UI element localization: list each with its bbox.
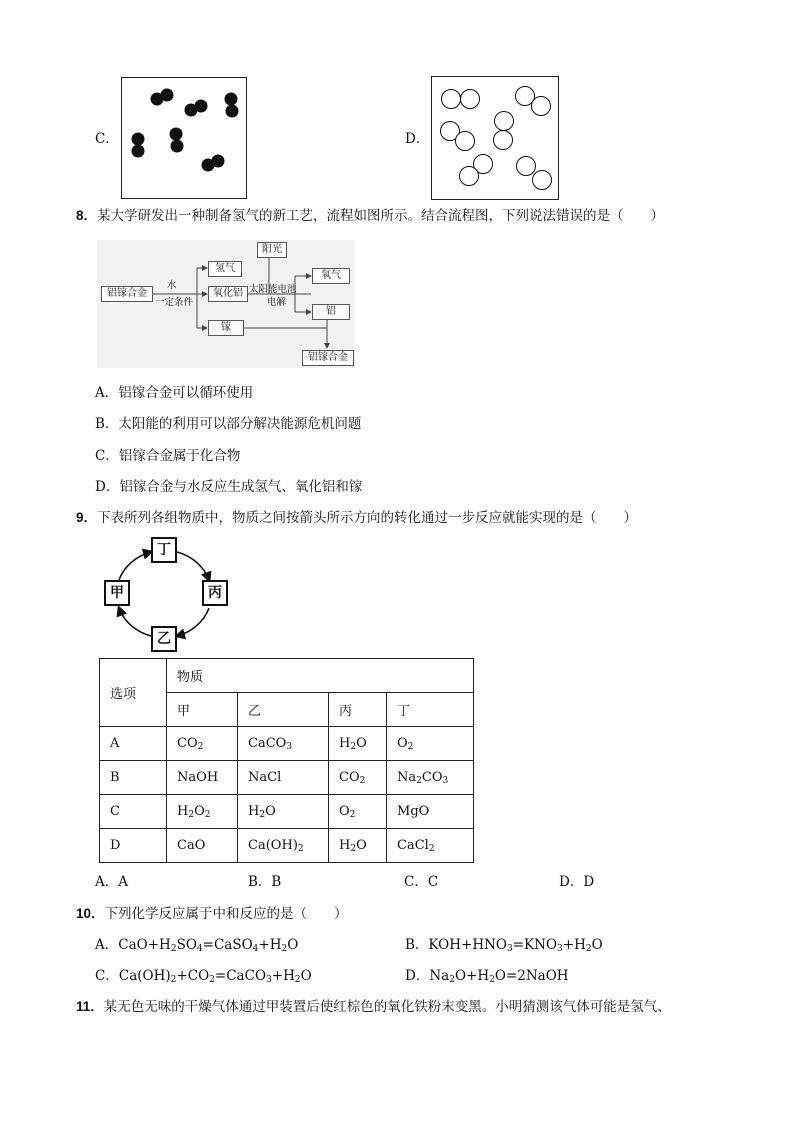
- flow-node-alloy-in: 铝镓合金: [101, 286, 153, 302]
- question-text: 某大学研发出一种制备氢气的新工艺，流程如图所示。结合流程图，下列说法错误的是（ ）: [97, 208, 665, 224]
- table-header-option: 选项: [100, 659, 167, 727]
- option-c-diagram: [121, 77, 247, 199]
- question-text: 下表所列各组物质中，物质之间按箭头所示方向的转化通过一步反应就能实现的是（ ）: [97, 510, 638, 526]
- flow-label-condition: 一定条件: [155, 297, 194, 308]
- option-d-label: D．: [405, 131, 430, 147]
- question-10-option-b: B．$KOH+HNO_3=KNO_3+H_2O$: [405, 937, 603, 954]
- question-8-option-c: C．铝镓合金属于化合物: [95, 448, 241, 464]
- flow-label-electrolysis: 电解: [267, 297, 287, 308]
- question-10-option-d: D．$Na_2O+H_2O=2NaOH$: [405, 968, 569, 985]
- question-9-answer-d: D．D: [559, 874, 595, 890]
- question-8-option-a: A．铝镓合金可以循环使用: [95, 385, 254, 401]
- table-cell: $Ca(OH)_2$: [238, 829, 329, 863]
- question-8-stem: [76, 207, 664, 225]
- question-number: 8．: [76, 208, 98, 223]
- particle-diagram-c: [122, 78, 246, 198]
- conversion-cycle-diagram: [103, 536, 227, 654]
- table-col-header: 乙: [238, 693, 329, 727]
- table-cell-option: B: [100, 761, 167, 795]
- table-cell: $H_2O$: [329, 727, 387, 761]
- flow-node-sunlight: 阳光: [257, 242, 287, 258]
- table-cell: $H_2O$: [329, 829, 387, 863]
- table-cell: CaCO$_3$: [238, 727, 329, 761]
- particle-diagram-d: [432, 77, 558, 199]
- table-cell: MgO: [387, 795, 474, 829]
- table-col-header: 甲: [167, 693, 238, 727]
- table-cell: $CO_2$: [167, 727, 238, 761]
- question-number: 9．: [76, 510, 98, 525]
- option-c-label: C．: [95, 131, 119, 147]
- option-d-diagram: [431, 76, 559, 200]
- table-cell-option: D: [100, 829, 167, 863]
- table-row: [100, 795, 474, 829]
- table-cell: $O_2$: [329, 795, 387, 829]
- substance-table: [99, 658, 474, 863]
- cycle-node-jia: 甲: [104, 580, 130, 606]
- flow-label-water: 水: [167, 280, 177, 291]
- question-10-option-a: A．$CaO+H_2SO_4=CaSO_4+H_2O$: [95, 937, 299, 954]
- flow-node-hydrogen: 氢气: [208, 261, 242, 277]
- table-cell-option: C: [100, 795, 167, 829]
- flow-node-aluminum: 铝: [312, 304, 350, 320]
- flow-label-solar-cell: 太阳能电池: [249, 284, 297, 295]
- process-flowchart: [97, 240, 355, 368]
- question-9-answer-a: A．A: [95, 874, 128, 890]
- question-number: 10．: [76, 906, 105, 921]
- table-col-header: 丁: [387, 693, 474, 727]
- table-cell: NaOH: [167, 761, 238, 795]
- question-10-stem: [76, 905, 348, 923]
- table-cell-option: A: [100, 727, 167, 761]
- table-cell: CaO: [167, 829, 238, 863]
- question-8-option-d: D．铝镓合金与水反应生成氢气、氧化铝和镓: [95, 479, 363, 495]
- question-11-stem: [76, 998, 671, 1016]
- cycle-node-ding: 丁: [151, 537, 177, 563]
- table-cell: $O_2$: [387, 727, 474, 761]
- table-header-substance: 物质: [167, 659, 474, 693]
- flow-node-oxygen: 氧气: [312, 268, 350, 284]
- table-row: [100, 761, 474, 795]
- question-9-answer-b: B．B: [248, 874, 282, 890]
- table-cell: CaCl$_2$: [387, 829, 474, 863]
- question-8-option-b: B．太阳能的利用可以部分解决能源危机问题: [95, 416, 362, 432]
- question-text: 某无色无味的干燥气体通过甲装置后使红棕色的氧化铁粉末变黑。小明猜测该气体可能是氢气、: [103, 999, 671, 1015]
- question-10-option-c: C．$Ca(OH)_2+CO_2=CaCO_3+H_2O$: [95, 968, 312, 985]
- question-text: 下列化学反应属于中和反应的是（ ）: [104, 906, 348, 922]
- table-cell: $CO_2$: [329, 761, 387, 795]
- flow-node-alloy-out: 铝镓合金: [302, 350, 354, 366]
- table-col-header: 丙: [329, 693, 387, 727]
- table-row: [100, 829, 474, 863]
- flow-node-alumina: 氧化铝: [208, 286, 248, 302]
- flow-node-gallium: 镓: [208, 320, 244, 336]
- question-number: 11．: [76, 999, 104, 1014]
- cycle-node-bing: 丙: [202, 580, 228, 606]
- table-cell: $Na_2CO_3$: [387, 761, 474, 795]
- question-9-stem: [76, 509, 637, 527]
- table-cell: NaCl: [238, 761, 329, 795]
- cycle-node-yi: 乙: [151, 626, 177, 652]
- table-cell: $H_2O_2$: [167, 795, 238, 829]
- question-9-answer-c: C．C: [404, 874, 439, 890]
- table-row: [100, 727, 474, 761]
- table-cell: $H_2O$: [238, 795, 329, 829]
